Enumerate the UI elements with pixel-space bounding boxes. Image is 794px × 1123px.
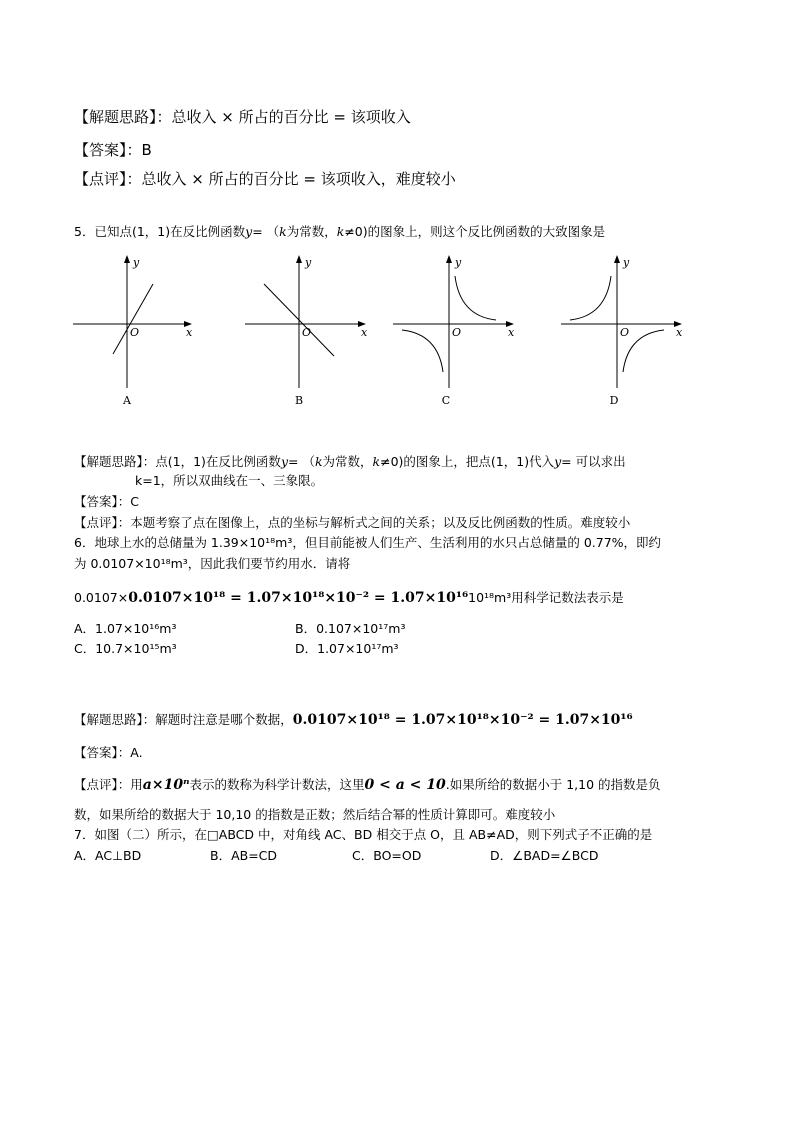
q6-answer-label: 【答案】： (74, 745, 131, 760)
q5-idea-var: k (372, 454, 381, 469)
q5-review-text: 本题考察了点在图像上，点的坐标与解析式之间的关系；以及反比例函数的性质。难度较小 (130, 515, 631, 530)
q7-stem: 7．如图（二）所示，在□ABCD 中，对角线 AC、BD 相交于点 O，且 AB≠AD，则下列式子不正确的是 (74, 827, 653, 842)
graph-a (68, 250, 198, 410)
q5-idea-var: k (314, 454, 323, 469)
q6-idea-line (74, 711, 633, 729)
x-label: x (186, 326, 193, 339)
q6-stem-formula: 0.0107×10¹⁸ = 1.07×10¹⁸×10⁻² = 1.07×10¹⁶ (128, 590, 469, 606)
q6-stem-line1: 6．地球上水的总储量为 1.39×10¹⁸m³，但目前能被人们生产、生活利用的水只占总储量的 0.77%，即约 (74, 535, 662, 550)
q6-review-part: 表示的数称为科学计数法，这里 (189, 777, 365, 792)
q6-option-b: B．0.107×10¹⁷m³ (295, 621, 406, 636)
q4-review-line (74, 170, 456, 188)
q5-stem-var: k (336, 224, 345, 239)
y-label: y (305, 256, 312, 269)
q6-review-line2: 数，如果所给的数据大于 10,10 的指数是正数；然后结合幂的性质计算即可。难度较小 (74, 807, 556, 822)
origin-label: O (130, 326, 140, 339)
graph-letter: B (294, 394, 304, 407)
q5-stem-part: ≠0)的图象上，则这个反比例函数的大致图象是 (344, 224, 606, 239)
q5-stem-var: y (245, 224, 253, 239)
q6-review-formula: a×10ⁿ (142, 777, 190, 793)
q6-review-formula: 0 < a < 10 (364, 777, 446, 793)
q6-idea-text: 解题时注意是哪个数据， (155, 712, 293, 727)
q4-answer-text: B (141, 141, 152, 159)
x-label: x (508, 326, 515, 339)
q5-idea-part: ≠0)的图象上，把点(1，1)代入 (380, 454, 555, 469)
q7-option-b: B．AB=CD (210, 848, 278, 863)
q4-review-text: 总收入 × 所占的百分比 = 该项收入，难度较小 (141, 170, 456, 188)
origin-label: O (620, 326, 630, 339)
q4-idea-line (74, 108, 411, 126)
q5-idea-part: = （ (288, 454, 315, 469)
q5-idea-line2: k=1，所以双曲线在一、三象限。 (135, 473, 324, 488)
q7-option-d: D．∠BAD=∠BCD (490, 848, 599, 863)
y-label: y (455, 256, 462, 269)
y-axis-arrow (124, 255, 130, 263)
graph-d (558, 250, 688, 410)
q6-review-label: 【点评】： (74, 777, 131, 792)
q6-option-d: D．1.07×10¹⁷m³ (295, 641, 399, 656)
q6-option-a: A．1.07×10¹⁶m³ (74, 621, 177, 636)
graph-letter: A (123, 394, 131, 407)
q4-answer-label: 【答案】： (74, 141, 142, 159)
q5-idea-part: = 可以求出 (561, 454, 626, 469)
y-axis-arrow (446, 255, 452, 263)
q5-answer-text: C (130, 494, 139, 509)
q5-stem (74, 223, 605, 241)
y-label: y (133, 256, 140, 269)
q5-stem-var: k (279, 224, 287, 239)
origin-label: O (302, 326, 312, 339)
q5-review-line (74, 514, 630, 532)
q6-review-part: .如果所给的数据小于 1,10 的指数是负 (445, 777, 661, 792)
q7-option-c: C．BO=OD (352, 848, 422, 863)
q4-idea-label: 【解题思路】： (74, 108, 172, 126)
q5-stem-part: 5．已知点(1，1)在反比例函数 (74, 224, 246, 239)
q5-stem-part: 为常数， (286, 224, 337, 239)
q5-answer-line (74, 493, 139, 511)
q5-answer-label: 【答案】： (74, 494, 131, 509)
y-label: y (623, 256, 630, 269)
hyperbola-branch-q3 (402, 330, 443, 372)
q4-idea-text: 总收入 × 所占的百分比 = 该项收入 (171, 108, 411, 126)
q6-option-c: C．10.7×10¹⁵m³ (74, 641, 177, 656)
q7-option-a: A．AC⊥BD (74, 848, 142, 863)
q6-stem-part: 0.0107× (74, 590, 129, 605)
q6-stem-line2: 为 0.0107×10¹⁸m³，因此我们要节约用水．请将 (74, 556, 351, 571)
q5-idea-part: 点(1，1)在反比例函数 (155, 454, 281, 469)
q6-idea-label: 【解题思路】： (74, 712, 156, 727)
origin-label: O (452, 326, 462, 339)
y-axis-arrow (614, 255, 620, 263)
graph-letter: D (609, 394, 619, 407)
q4-answer-line (74, 141, 152, 159)
q6-answer-text: A. (130, 745, 143, 760)
q5-stem-part: = （ (252, 224, 280, 239)
hyperbola-branch-q2 (570, 276, 611, 320)
x-label: x (361, 326, 368, 339)
line-graph (113, 284, 153, 354)
graph-b (240, 250, 375, 410)
q5-idea-var: y (280, 454, 288, 469)
hyperbola-branch-q1 (455, 276, 496, 320)
hyperbola-branch-q4 (623, 330, 664, 372)
q5-idea-var: y (554, 454, 562, 469)
q6-answer-line (74, 744, 143, 762)
graph-c (390, 250, 520, 410)
x-label: x (676, 326, 683, 339)
q6-review-line (74, 776, 661, 794)
q6-stem-part: 10¹⁸m³用科学记数法表示是 (468, 590, 624, 605)
q5-idea-label: 【解题思路】： (74, 454, 156, 469)
graph-letter: C (441, 394, 451, 407)
y-axis-arrow (296, 255, 302, 263)
q6-idea-formula: 0.0107×10¹⁸ = 1.07×10¹⁸×10⁻² = 1.07×10¹⁶ (292, 712, 633, 728)
q6-review-part: 用 (130, 777, 143, 792)
q5-idea-part: 为常数， (322, 454, 373, 469)
q5-review-label: 【点评】： (74, 515, 131, 530)
q5-idea-line (74, 453, 626, 471)
q4-review-label: 【点评】： (74, 170, 142, 188)
q6-stem-line3 (74, 589, 624, 607)
